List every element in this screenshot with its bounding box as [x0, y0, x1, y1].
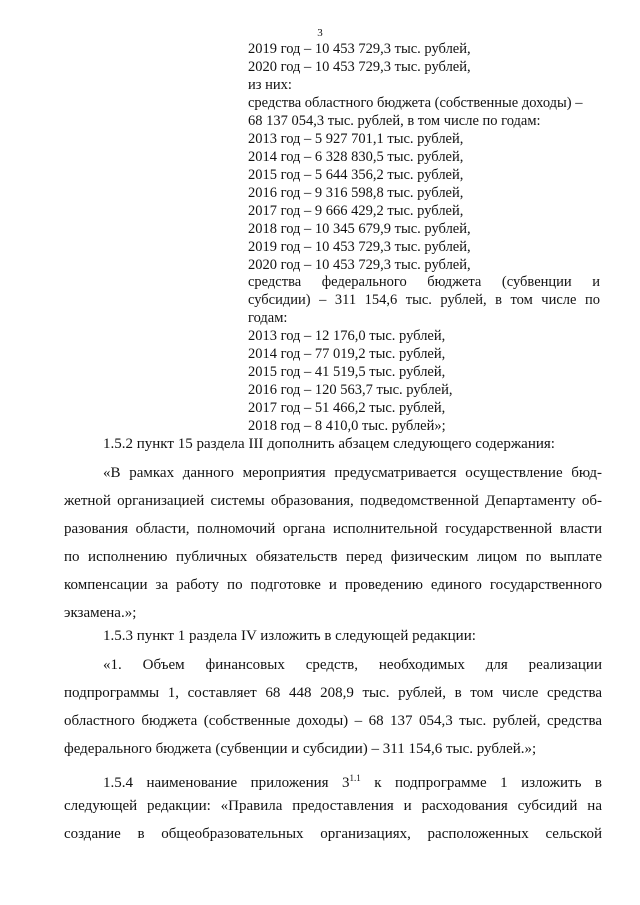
item-1-5-4-superscript: 1.1	[349, 773, 361, 783]
federal-heading-line-3: годам:	[248, 310, 288, 326]
list-item: 2015 год – 41 519,5 тыс. рублей,	[248, 364, 446, 380]
item-1-5-4-text: 1.5.4 наименование приложения 3	[103, 775, 350, 791]
list-item: 2016 год – 120 563,7 тыс. рублей,	[248, 382, 453, 398]
item-1-5-4-text-end: к подпрограмме 1 изложить в	[360, 775, 602, 791]
list-item: 2015 год – 5 644 356,2 тыс. рублей,	[248, 167, 464, 183]
paragraph-line: по исполнению публичных обязательств перед физическим лицом по выплате	[64, 549, 602, 565]
paragraph-line: «В рамках данного мероприятия предусматривается осуществление бюд-	[103, 465, 602, 481]
list-item: 2020 год – 10 453 729,3 тыс. рублей,	[248, 59, 471, 75]
paragraph-line: федерального бюджета (субвенции и субсидии) – 311 154,6 тыс. рублей.»;	[64, 741, 537, 757]
list-item: 2014 год – 77 019,2 тыс. рублей,	[248, 346, 446, 362]
list-item: 2017 год – 51 466,2 тыс. рублей,	[248, 400, 446, 416]
list-item: 2014 год – 6 328 830,5 тыс. рублей,	[248, 149, 464, 165]
paragraph-line: компенсации за работу по подготовке и проведению единого государственного	[64, 577, 602, 593]
paragraph-line: «1. Объем финансовых средств, необходимых для реализации	[103, 657, 602, 673]
list-item: 2017 год – 9 666 429,2 тыс. рублей,	[248, 203, 464, 219]
list-item: 2018 год – 8 410,0 тыс. рублей»;	[248, 418, 446, 434]
paragraph-line: областного бюджета (собственные доходы) – 68 137 054,3 тыс. рублей, средства	[64, 713, 602, 729]
list-item: 2020 год – 10 453 729,3 тыс. рублей,	[248, 257, 471, 273]
page-number: 3	[317, 27, 323, 39]
item-1-5-3: 1.5.3 пункт 1 раздела IV изложить в следующей редакции:	[103, 628, 476, 644]
list-item: 2013 год – 12 176,0 тыс. рублей,	[248, 328, 446, 344]
paragraph-line: разования области, полномочий органа исполнительной государственной власти	[64, 521, 602, 537]
list-item: 2019 год – 10 453 729,3 тыс. рублей,	[248, 239, 471, 255]
list-item: 2013 год – 5 927 701,1 тыс. рублей,	[248, 131, 464, 147]
item-1-5-2: 1.5.2 пункт 15 раздела III дополнить абзацем следующего содержания:	[103, 436, 555, 452]
paragraph-line: создание в общеобразовательных организациях, расположенных сельской	[64, 826, 602, 842]
paragraph-line: подпрограммы 1, составляет 68 448 208,9 тыс. рублей, в том числе средства	[64, 685, 602, 701]
paragraph-line: экзамена.»;	[64, 605, 137, 621]
list-item: 2016 год – 9 316 598,8 тыс. рублей,	[248, 185, 464, 201]
paragraph-line: жетной организацией системы образования, подведомственной Департаменту об-	[64, 493, 602, 509]
federal-heading-line-1: средства федерального бюджета (субвенции и	[248, 274, 600, 290]
item-1-5-4	[103, 768, 602, 793]
federal-heading-line-2: субсидии) – 311 154,6 тыс. рублей, в том числе по	[248, 292, 600, 308]
list-item: 2019 год – 10 453 729,3 тыс. рублей,	[248, 41, 471, 57]
list-item: из них:	[248, 77, 292, 93]
list-item: 2018 год – 10 345 679,9 тыс. рублей,	[248, 221, 471, 237]
regional-heading-line-1: средства областного бюджета (собственные доходы) –	[248, 95, 583, 111]
regional-heading-line-2: 68 137 054,3 тыс. рублей, в том числе по годам:	[248, 113, 541, 129]
paragraph-line: следующей редакции: «Правила предоставления и расходования субсидий на	[64, 798, 602, 814]
